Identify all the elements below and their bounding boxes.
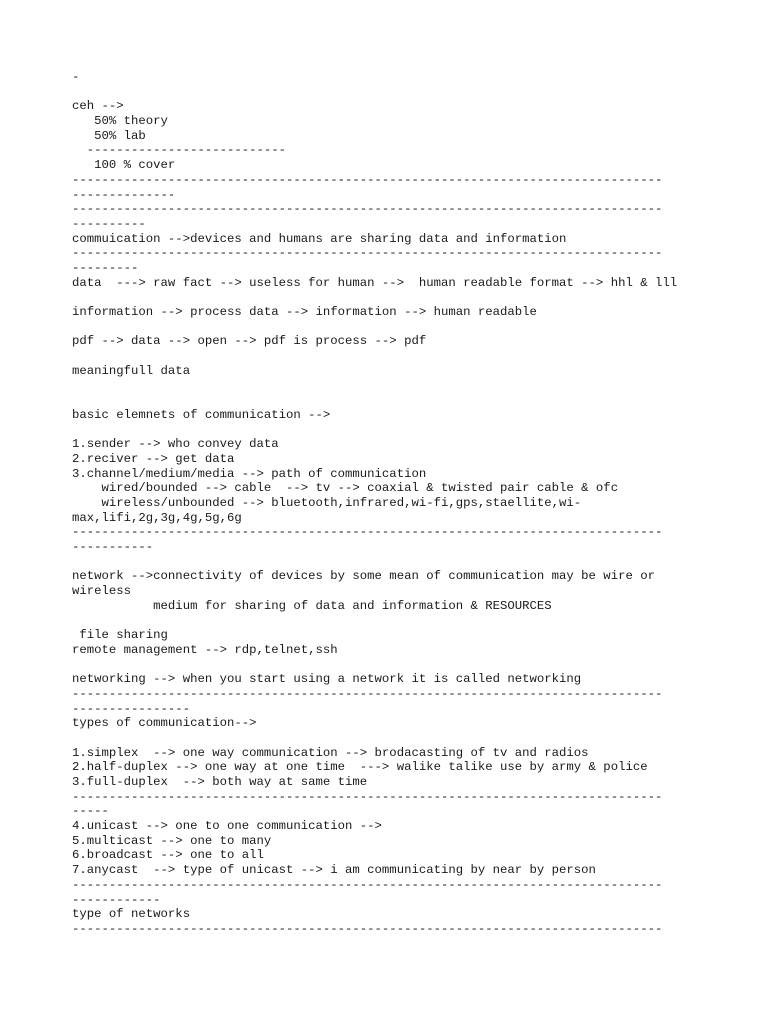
text-line: --------------------------- [72,143,287,158]
text-line: -------------------------------------------------------------------------------- [72,789,663,804]
text-line: type of networks [72,907,191,922]
text-line: meaningfull data [72,363,191,378]
text-line: -------------------------------------------------------------------------------- [72,686,663,701]
text-line: -------------------------------------------------------------------------------- [72,877,663,892]
text-line [72,613,702,628]
text-line: 100 % cover [72,158,176,173]
text-line [72,393,702,408]
text-line: 50% theory [72,114,168,129]
text-line [72,290,702,305]
text-line [72,378,702,393]
text-line: ---------------- [72,701,191,716]
text-line: -------------------------------------------------------------------------------- [72,172,663,187]
text-line [72,85,702,100]
text-line: network -->connectivity of devices by some mean of communication may be wire or [72,569,655,584]
text-line: -------------- [72,187,176,202]
text-line: --------- [72,260,139,275]
text-line: networking --> when you start using a network it is called networking [72,672,582,687]
text-line [72,555,702,570]
text-line: ---------- [72,216,146,231]
text-line: file sharing [72,628,168,643]
text-line: ----- [72,804,109,819]
text-line: 4.unicast --> one to one communication --> [72,819,382,834]
text-line: 2.half-duplex --> one way at one time ---> walike talike use by army & police [72,760,648,775]
text-line [72,320,702,335]
text-line: types of communication--> [72,716,257,731]
text-line: ------------ [72,892,161,907]
text-line: 3.full-duplex --> both way at same time [72,775,368,789]
text-line: ceh --> [72,99,124,114]
text-line: -------------------------------------------------------------------------------- [72,921,663,936]
text-line: 5.multicast --> one to many [72,833,272,848]
text-line: medium for sharing of data and information & RESOURCES [72,598,552,613]
text-line: information --> process data --> information --> human readable [72,305,537,319]
text-line: 3.channel/medium/media --> path of communication [72,466,427,481]
text-line: ----------- [72,540,154,554]
text-line [72,731,702,746]
text-line: 2.reciver --> get data [72,451,235,466]
text-line: 7.anycast --> type of unicast --> i am communicating by near by person [72,863,596,878]
text-line [72,658,702,673]
text-line: wireless [72,584,132,599]
text-line: wireless/unbounded --> bluetooth,infrared,wi-fi,gps,staellite,wi- [72,495,582,510]
text-line: 50% lab [72,128,146,143]
text-line: wired/bounded --> cable --> tv --> coaxial & twisted pair cable & ofc [72,481,619,496]
text-line: -------------------------------------------------------------------------------- [72,246,663,261]
text-line [72,423,702,438]
text-line: commuication -->devices and humans are sharing data and information [72,231,567,246]
text-line: -------------------------------------------------------------------------------- [72,202,663,217]
text-line: 6.broadcast --> one to all [72,848,264,863]
text-line: data ---> raw fact --> useless for human --> human readable format --> hhl & lll [72,275,678,290]
text-line [72,349,702,364]
text-line: basic elemnets of communication --> [72,407,331,422]
text-line: 1.sender --> who convey data [72,437,279,452]
text-line: - [72,70,80,84]
text-line: -------------------------------------------------------------------------------- [72,525,663,540]
text-line: 1.simplex --> one way communication --> brodacasting of tv and radios [72,745,589,760]
text-line: max,lifi,2g,3g,4g,5g,6g [72,510,242,525]
text-line: remote management --> rdp,telnet,ssh [72,642,338,657]
text-line: pdf --> data --> open --> pdf is process --> pdf [72,334,427,349]
document-page [72,70,702,937]
